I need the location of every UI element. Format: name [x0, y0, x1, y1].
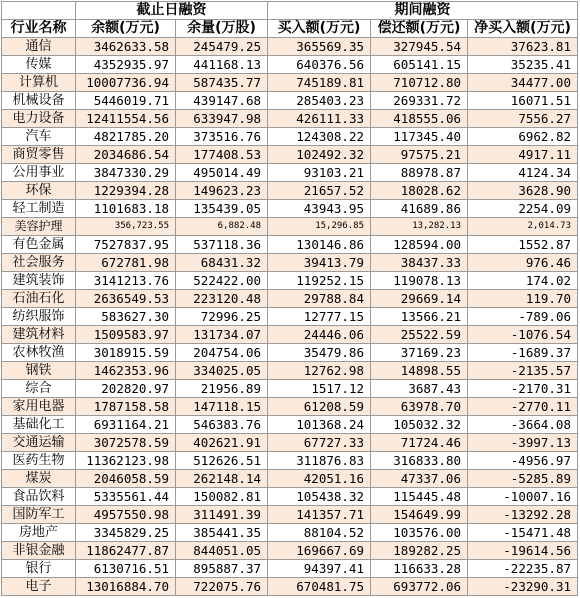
balance-cell: 2034686.54 — [76, 146, 176, 164]
balance-cell: 1509583.97 — [76, 326, 176, 344]
repay-amount-cell: 710712.80 — [371, 74, 468, 92]
table-row — [2, 542, 578, 560]
column-header-volume: 余量(万股) — [176, 20, 268, 38]
net-buy-cell: -10007.16 — [468, 488, 578, 506]
balance-cell: 10007736.94 — [76, 74, 176, 92]
table-row — [2, 578, 578, 596]
balance-cell: 4957550.98 — [76, 506, 176, 524]
buy-amount-cell: 124308.22 — [268, 128, 371, 146]
buy-amount-cell: 141357.71 — [268, 506, 371, 524]
industry-name-cell: 通信 — [2, 38, 76, 56]
balance-cell: 1787158.58 — [76, 398, 176, 416]
balance-cell: 583627.30 — [76, 308, 176, 326]
volume-cell: 587435.77 — [176, 74, 268, 92]
balance-cell: 2636549.53 — [76, 290, 176, 308]
table-row — [2, 200, 578, 218]
balance-cell: 356,723.55 — [76, 218, 176, 236]
table-row — [2, 146, 578, 164]
balance-cell: 1229394.28 — [76, 182, 176, 200]
net-buy-cell: 2254.09 — [468, 200, 578, 218]
balance-cell: 3462633.58 — [76, 38, 176, 56]
table-row — [2, 452, 578, 470]
industry-name-cell: 医药生物 — [2, 452, 76, 470]
volume-cell: 722075.76 — [176, 578, 268, 596]
industry-name-cell: 基础化工 — [2, 416, 76, 434]
table-row — [2, 110, 578, 128]
repay-amount-cell: 128594.00 — [371, 236, 468, 254]
buy-amount-cell: 119252.15 — [268, 272, 371, 290]
industry-name-cell: 房地产 — [2, 524, 76, 542]
net-buy-cell: -22235.87 — [468, 560, 578, 578]
industry-name-cell: 环保 — [2, 182, 76, 200]
table-row — [2, 344, 578, 362]
table-row — [2, 128, 578, 146]
volume-cell: 633947.98 — [176, 110, 268, 128]
net-buy-cell: 16071.51 — [468, 92, 578, 110]
buy-amount-cell: 285403.23 — [268, 92, 371, 110]
net-buy-cell: 34477.00 — [468, 74, 578, 92]
buy-amount-cell: 426111.33 — [268, 110, 371, 128]
repay-amount-cell: 154649.99 — [371, 506, 468, 524]
industry-name-cell: 机械设备 — [2, 92, 76, 110]
volume-cell: 150082.81 — [176, 488, 268, 506]
table-row — [2, 380, 578, 398]
repay-amount-cell: 269331.72 — [371, 92, 468, 110]
repay-amount-cell: 25522.59 — [371, 326, 468, 344]
table-row — [2, 74, 578, 92]
net-buy-cell: 119.70 — [468, 290, 578, 308]
table-row — [2, 560, 578, 578]
repay-amount-cell: 88978.87 — [371, 164, 468, 182]
table-row — [2, 506, 578, 524]
buy-amount-cell: 88104.52 — [268, 524, 371, 542]
table-row — [2, 38, 578, 56]
repay-amount-cell: 119078.13 — [371, 272, 468, 290]
industry-name-cell: 建筑材料 — [2, 326, 76, 344]
industry-name-cell: 石油石化 — [2, 290, 76, 308]
repay-amount-cell: 18028.62 — [371, 182, 468, 200]
table-header — [2, 2, 578, 38]
table-row — [2, 362, 578, 380]
volume-cell: 441168.13 — [176, 56, 268, 74]
net-buy-cell: 2,014.73 — [468, 218, 578, 236]
volume-cell: 334025.05 — [176, 362, 268, 380]
industry-name-cell: 有色金属 — [2, 236, 76, 254]
net-buy-cell: -19614.56 — [468, 542, 578, 560]
net-buy-cell: -2170.31 — [468, 380, 578, 398]
industry-name-cell: 煤炭 — [2, 470, 76, 488]
volume-cell: 537118.36 — [176, 236, 268, 254]
volume-cell: 311491.39 — [176, 506, 268, 524]
volume-cell: 844051.05 — [176, 542, 268, 560]
volume-cell: 177408.53 — [176, 146, 268, 164]
net-buy-cell: -4956.97 — [468, 452, 578, 470]
repay-amount-cell: 3687.43 — [371, 380, 468, 398]
buy-amount-cell: 1517.12 — [268, 380, 371, 398]
table-row — [2, 254, 578, 272]
repay-amount-cell: 97575.21 — [371, 146, 468, 164]
volume-cell: 245479.25 — [176, 38, 268, 56]
industry-name-cell: 农林牧渔 — [2, 344, 76, 362]
table-row — [2, 326, 578, 344]
repay-amount-cell: 316833.80 — [371, 452, 468, 470]
buy-amount-cell: 12777.15 — [268, 308, 371, 326]
repay-amount-cell: 189282.25 — [371, 542, 468, 560]
balance-cell: 202820.97 — [76, 380, 176, 398]
buy-amount-cell: 130146.86 — [268, 236, 371, 254]
buy-amount-cell: 12762.98 — [268, 362, 371, 380]
repay-amount-cell: 693772.06 — [371, 578, 468, 596]
buy-amount-cell: 311876.83 — [268, 452, 371, 470]
balance-cell: 3345829.25 — [76, 524, 176, 542]
industry-name-cell: 银行 — [2, 560, 76, 578]
net-buy-cell: 6962.82 — [468, 128, 578, 146]
table-row — [2, 290, 578, 308]
net-buy-cell: 4917.11 — [468, 146, 578, 164]
volume-cell: 385441.35 — [176, 524, 268, 542]
header-column-row — [2, 20, 578, 38]
industry-name-cell: 综合 — [2, 380, 76, 398]
repay-amount-cell: 37169.23 — [371, 344, 468, 362]
industry-name-cell: 轻工制造 — [2, 200, 76, 218]
column-header-industry: 行业名称 — [2, 20, 76, 38]
table-row — [2, 398, 578, 416]
industry-name-cell: 传媒 — [2, 56, 76, 74]
table-row — [2, 272, 578, 290]
header-group-period-financing: 期间融资 — [268, 2, 578, 20]
repay-amount-cell: 605141.15 — [371, 56, 468, 74]
net-buy-cell: -15471.48 — [468, 524, 578, 542]
buy-amount-cell: 640376.56 — [268, 56, 371, 74]
buy-amount-cell: 43943.95 — [268, 200, 371, 218]
industry-name-cell: 国防军工 — [2, 506, 76, 524]
volume-cell: 131734.07 — [176, 326, 268, 344]
table-row — [2, 434, 578, 452]
balance-cell: 4352935.97 — [76, 56, 176, 74]
buy-amount-cell: 94397.41 — [268, 560, 371, 578]
balance-cell: 1101683.18 — [76, 200, 176, 218]
balance-cell: 12411554.56 — [76, 110, 176, 128]
volume-cell: 439147.68 — [176, 92, 268, 110]
balance-cell: 3847330.29 — [76, 164, 176, 182]
buy-amount-cell: 21657.52 — [268, 182, 371, 200]
volume-cell: 149623.23 — [176, 182, 268, 200]
repay-amount-cell: 117345.40 — [371, 128, 468, 146]
table-row — [2, 56, 578, 74]
balance-cell: 7527837.95 — [76, 236, 176, 254]
net-buy-cell: -3664.08 — [468, 416, 578, 434]
balance-cell: 5446019.71 — [76, 92, 176, 110]
net-buy-cell: 7556.27 — [468, 110, 578, 128]
table-row — [2, 182, 578, 200]
net-buy-cell: -13292.28 — [468, 506, 578, 524]
balance-cell: 1462353.96 — [76, 362, 176, 380]
net-buy-cell: 37623.81 — [468, 38, 578, 56]
volume-cell: 373516.76 — [176, 128, 268, 146]
table-row — [2, 236, 578, 254]
volume-cell: 72996.25 — [176, 308, 268, 326]
column-header-net-buy: 净买入额(万元) — [468, 20, 578, 38]
volume-cell: 21956.89 — [176, 380, 268, 398]
repay-amount-cell: 418555.06 — [371, 110, 468, 128]
buy-amount-cell: 670481.75 — [268, 578, 371, 596]
repay-amount-cell: 105032.32 — [371, 416, 468, 434]
balance-cell: 13016884.70 — [76, 578, 176, 596]
buy-amount-cell: 102492.32 — [268, 146, 371, 164]
header-group-end-date-financing: 截止日融资 — [76, 2, 268, 20]
repay-amount-cell: 41689.86 — [371, 200, 468, 218]
net-buy-cell: -2135.57 — [468, 362, 578, 380]
buy-amount-cell: 105438.32 — [268, 488, 371, 506]
volume-cell: 6,882.48 — [176, 218, 268, 236]
repay-amount-cell: 71724.46 — [371, 434, 468, 452]
balance-cell: 3141213.76 — [76, 272, 176, 290]
buy-amount-cell: 35479.86 — [268, 344, 371, 362]
volume-cell: 495014.49 — [176, 164, 268, 182]
column-header-balance: 余额(万元) — [76, 20, 176, 38]
net-buy-cell: -5285.89 — [468, 470, 578, 488]
industry-name-cell: 家用电器 — [2, 398, 76, 416]
net-buy-cell: -23290.31 — [468, 578, 578, 596]
balance-cell: 6130716.51 — [76, 560, 176, 578]
industry-name-cell: 钢铁 — [2, 362, 76, 380]
industry-name-cell: 交通运输 — [2, 434, 76, 452]
repay-amount-cell: 103576.00 — [371, 524, 468, 542]
balance-cell: 3072578.59 — [76, 434, 176, 452]
buy-amount-cell: 365569.35 — [268, 38, 371, 56]
volume-cell: 512626.51 — [176, 452, 268, 470]
volume-cell: 522422.00 — [176, 272, 268, 290]
table-row — [2, 416, 578, 434]
table-body — [2, 38, 578, 596]
balance-cell: 5335561.44 — [76, 488, 176, 506]
buy-amount-cell: 24446.06 — [268, 326, 371, 344]
column-header-repay-amount: 偿还额(万元) — [371, 20, 468, 38]
repay-amount-cell: 63978.70 — [371, 398, 468, 416]
industry-name-cell: 商贸零售 — [2, 146, 76, 164]
net-buy-cell: 174.02 — [468, 272, 578, 290]
buy-amount-cell: 29788.84 — [268, 290, 371, 308]
industry-name-cell: 电子 — [2, 578, 76, 596]
industry-name-cell: 汽车 — [2, 128, 76, 146]
table-row — [2, 488, 578, 506]
net-buy-cell: -3997.13 — [468, 434, 578, 452]
table-row — [2, 308, 578, 326]
volume-cell: 546383.76 — [176, 416, 268, 434]
table-row — [2, 524, 578, 542]
volume-cell: 223120.48 — [176, 290, 268, 308]
net-buy-cell: -2770.11 — [468, 398, 578, 416]
industry-name-cell: 社会服务 — [2, 254, 76, 272]
header-group-row — [2, 2, 578, 20]
volume-cell: 147118.15 — [176, 398, 268, 416]
net-buy-cell: 976.46 — [468, 254, 578, 272]
balance-cell: 11362123.98 — [76, 452, 176, 470]
balance-cell: 3018915.59 — [76, 344, 176, 362]
buy-amount-cell: 15,296.85 — [268, 218, 371, 236]
net-buy-cell: 1552.87 — [468, 236, 578, 254]
buy-amount-cell: 67727.33 — [268, 434, 371, 452]
volume-cell: 135439.05 — [176, 200, 268, 218]
table-row — [2, 218, 578, 236]
repay-amount-cell: 29669.14 — [371, 290, 468, 308]
buy-amount-cell: 169667.69 — [268, 542, 371, 560]
column-header-buy-amount: 买入额(万元) — [268, 20, 371, 38]
industry-name-cell: 纺织服饰 — [2, 308, 76, 326]
repay-amount-cell: 14898.55 — [371, 362, 468, 380]
repay-amount-cell: 38437.33 — [371, 254, 468, 272]
industry-name-cell: 公用事业 — [2, 164, 76, 182]
margin-financing-table — [1, 1, 578, 596]
buy-amount-cell: 39413.79 — [268, 254, 371, 272]
volume-cell: 895887.37 — [176, 560, 268, 578]
net-buy-cell: -1076.54 — [468, 326, 578, 344]
table-row — [2, 470, 578, 488]
table-row — [2, 164, 578, 182]
volume-cell: 204754.06 — [176, 344, 268, 362]
industry-name-cell: 食品饮料 — [2, 488, 76, 506]
repay-amount-cell: 115445.48 — [371, 488, 468, 506]
repay-amount-cell: 47337.06 — [371, 470, 468, 488]
industry-name-cell: 建筑装饰 — [2, 272, 76, 290]
table-row — [2, 92, 578, 110]
industry-name-cell: 电力设备 — [2, 110, 76, 128]
industry-name-cell: 计算机 — [2, 74, 76, 92]
repay-amount-cell: 116633.28 — [371, 560, 468, 578]
balance-cell: 6931164.21 — [76, 416, 176, 434]
net-buy-cell: -1689.37 — [468, 344, 578, 362]
net-buy-cell: 4124.34 — [468, 164, 578, 182]
repay-amount-cell: 13566.21 — [371, 308, 468, 326]
buy-amount-cell: 42051.16 — [268, 470, 371, 488]
net-buy-cell: 3628.90 — [468, 182, 578, 200]
buy-amount-cell: 93103.21 — [268, 164, 371, 182]
net-buy-cell: 35235.41 — [468, 56, 578, 74]
volume-cell: 402621.91 — [176, 434, 268, 452]
balance-cell: 2046058.59 — [76, 470, 176, 488]
balance-cell: 4821785.20 — [76, 128, 176, 146]
industry-name-cell: 美容护理 — [2, 218, 76, 236]
buy-amount-cell: 745189.81 — [268, 74, 371, 92]
buy-amount-cell: 101368.24 — [268, 416, 371, 434]
industry-name-cell: 非银金融 — [2, 542, 76, 560]
balance-cell: 11862477.87 — [76, 542, 176, 560]
volume-cell: 68431.32 — [176, 254, 268, 272]
balance-cell: 672781.98 — [76, 254, 176, 272]
net-buy-cell: -789.06 — [468, 308, 578, 326]
volume-cell: 262148.14 — [176, 470, 268, 488]
repay-amount-cell: 13,282.13 — [371, 218, 468, 236]
repay-amount-cell: 327945.54 — [371, 38, 468, 56]
buy-amount-cell: 61208.59 — [268, 398, 371, 416]
header-blank-cell — [2, 2, 76, 20]
